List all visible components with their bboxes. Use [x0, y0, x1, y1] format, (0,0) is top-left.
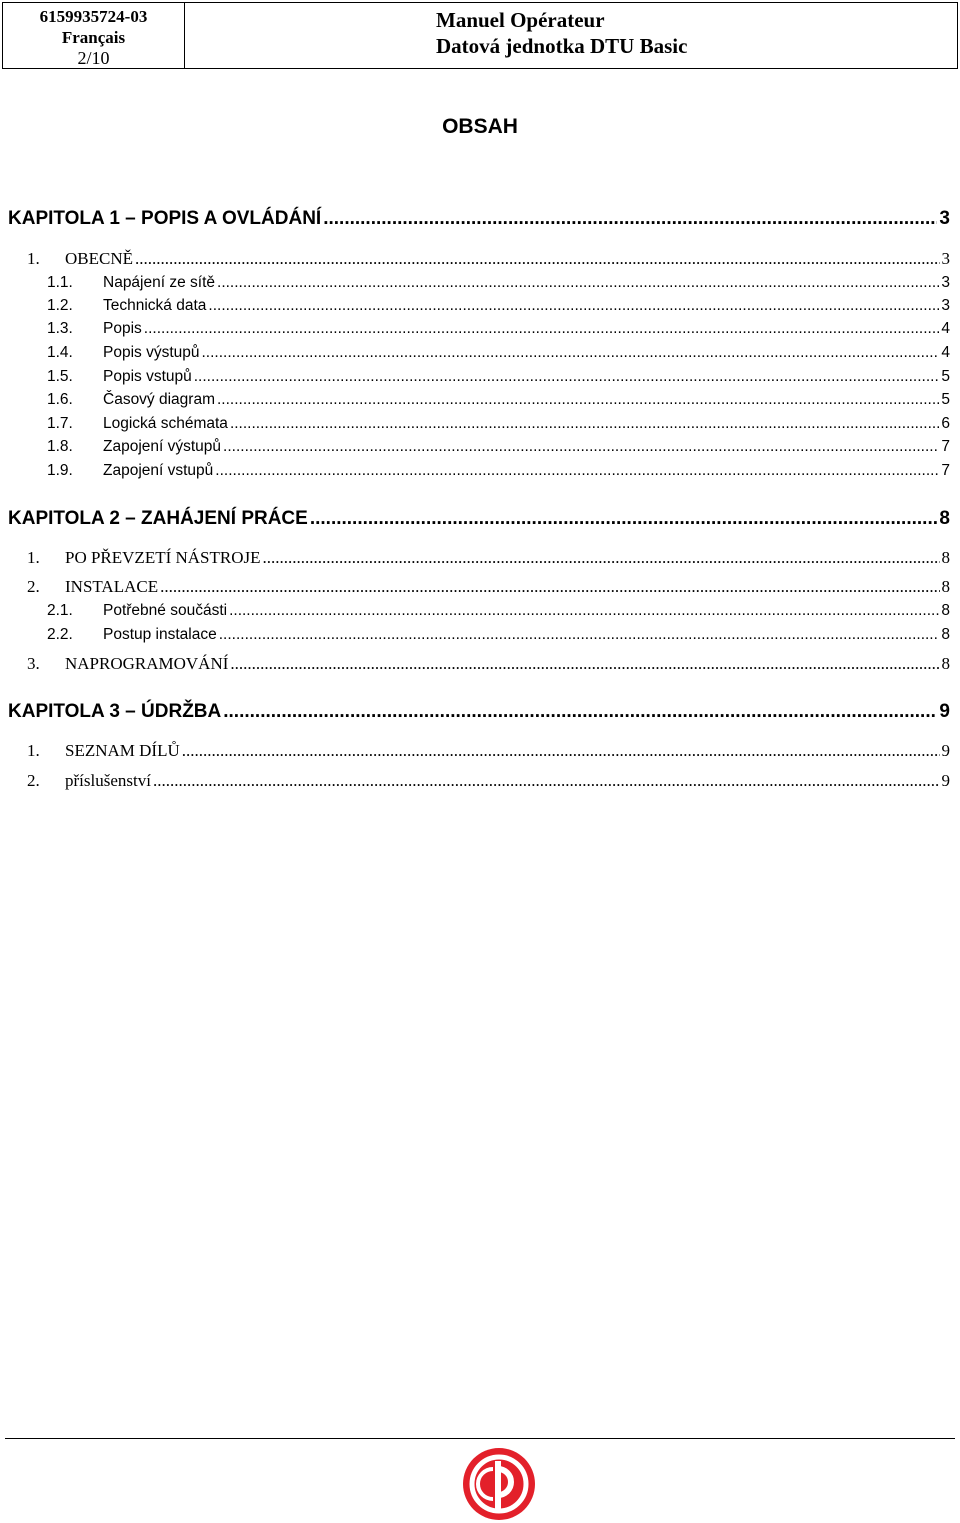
footer-rule [5, 1438, 955, 1439]
toc-entry-potrebne-soucasti[interactable] [47, 602, 950, 620]
toc-entry-napajeni[interactable] [47, 274, 950, 292]
toc-number: 2.1. [47, 602, 73, 619]
toc-entry-popis-vystupu[interactable] [47, 344, 950, 362]
toc-leader [217, 274, 939, 292]
toc-leader [153, 771, 940, 791]
toc-leader [230, 415, 939, 433]
toc-number: 2. [27, 577, 40, 596]
toc-entry-obecne[interactable] [27, 249, 950, 269]
toc-page: 4 [941, 320, 950, 337]
toc-label: KAPITOLA 3 – ÚDRŽBA [8, 701, 222, 722]
toc-entry-casovy-diagram[interactable] [47, 391, 950, 409]
toc-leader [223, 701, 937, 723]
toc-page: 6 [941, 415, 950, 432]
toc-leader [144, 320, 940, 338]
toc-leader [182, 741, 940, 761]
toc-label: Zapojení vstupů [103, 462, 214, 479]
company-logo-icon [462, 1447, 536, 1521]
toc-label: SEZNAM DÍLŮ [65, 741, 180, 760]
toc-leader [215, 462, 939, 480]
toc-label: PO PŘEVZETÍ NÁSTROJE [65, 548, 261, 567]
toc-leader [160, 577, 939, 597]
toc-number: 1.2. [47, 297, 73, 314]
toc-leader [202, 344, 940, 362]
toc-page: 7 [941, 438, 950, 455]
toc-leader [217, 391, 939, 409]
toc-page: 5 [941, 391, 950, 408]
toc-leader [219, 626, 940, 644]
toc-entry-popis[interactable] [47, 320, 950, 338]
toc-page: 8 [941, 626, 950, 643]
toc-chapter-1[interactable] [8, 208, 950, 230]
page-header [2, 2, 958, 69]
contents-title: OBSAH [442, 115, 518, 138]
toc-label: NAPROGRAMOVÁNÍ [65, 654, 229, 673]
toc-entry-prislusenstvi[interactable] [27, 771, 950, 791]
toc-number: 2. [27, 771, 40, 790]
toc-entry-naprogramovani[interactable] [27, 654, 950, 674]
header-left-cell [3, 3, 185, 68]
toc-label: KAPITOLA 1 – POPIS A OVLÁDÁNÍ [8, 208, 322, 229]
toc-page: 3 [941, 297, 950, 314]
toc-number: 1.9. [47, 462, 73, 479]
toc-label: INSTALACE [65, 577, 159, 596]
toc-leader [229, 602, 939, 620]
toc-label: Napájení ze sítě [103, 274, 216, 291]
toc-leader [323, 208, 937, 230]
toc-leader [263, 548, 940, 568]
toc-page: 9 [941, 741, 950, 760]
page-number: 2/10 [77, 48, 110, 68]
toc-leader [310, 508, 938, 530]
toc-number: 1. [27, 741, 40, 760]
toc-entry-technicka-data[interactable] [47, 297, 950, 315]
toc-label: Postup instalace [103, 626, 217, 643]
toc-page: 9 [939, 701, 950, 722]
toc-label: Logická schémata [103, 415, 228, 432]
toc-number: 1.8. [47, 438, 73, 455]
toc-leader [194, 368, 940, 386]
toc-number: 1. [27, 249, 40, 268]
toc-page: 3 [939, 208, 950, 229]
toc-number: 1. [27, 548, 40, 567]
toc-page: 5 [941, 368, 950, 385]
toc-label: Popis vstupů [103, 368, 192, 385]
toc-number: 3. [27, 654, 40, 673]
toc-leader [223, 438, 939, 456]
toc-entry-zapojeni-vystupu[interactable] [47, 438, 950, 456]
header-right-cell [185, 3, 957, 68]
manual-title: Manuel Opérateur [436, 8, 605, 32]
toc-page: 8 [939, 508, 950, 529]
toc-page: 3 [941, 249, 950, 268]
toc-entry-zapojeni-vstupu[interactable] [47, 462, 950, 480]
toc-entry-po-prevzeti[interactable] [27, 548, 950, 568]
toc-entry-logicka-schemata[interactable] [47, 415, 950, 433]
toc-page: 9 [941, 771, 950, 790]
toc-leader [135, 249, 940, 269]
toc-page: 7 [941, 462, 950, 479]
toc-page: 8 [941, 654, 950, 673]
toc-label: Časový diagram [103, 391, 215, 408]
toc-page: 3 [941, 274, 950, 291]
toc-number: 1.5. [47, 368, 73, 385]
product-title: Datová jednotka DTU Basic [436, 34, 688, 58]
toc-chapter-3[interactable] [8, 701, 950, 723]
doc-number: 6159935724-03 [39, 7, 148, 26]
toc-label: OBECNĚ [65, 249, 133, 268]
toc-leader [208, 297, 939, 315]
toc-number: 1.7. [47, 415, 73, 432]
toc-label: příslušenství [65, 771, 151, 790]
toc-entry-instalace[interactable] [27, 577, 950, 597]
toc-label: Popis [103, 320, 142, 337]
toc-number: 1.4. [47, 344, 73, 361]
toc-label: Zapojení výstupů [103, 438, 222, 455]
toc-chapter-2[interactable] [8, 508, 950, 530]
toc-entry-popis-vstupu[interactable] [47, 368, 950, 386]
toc-number: 1.6. [47, 391, 73, 408]
toc-leader [230, 654, 939, 674]
toc-entry-postup-instalace[interactable] [47, 626, 950, 644]
toc-label: Technická data [103, 297, 207, 314]
toc-page: 8 [941, 548, 950, 567]
toc-label: Potřebné součásti [103, 602, 228, 619]
toc-page: 8 [941, 577, 950, 596]
toc-number: 2.2. [47, 626, 73, 643]
toc-number: 1.3. [47, 320, 73, 337]
language: Français [61, 28, 126, 47]
toc-entry-seznam-dilu[interactable] [27, 741, 950, 761]
toc-label: Popis výstupů [103, 344, 200, 361]
toc-page: 8 [941, 602, 950, 619]
toc-number: 1.1. [47, 274, 73, 291]
toc-page: 4 [941, 344, 950, 361]
toc-label: KAPITOLA 2 – ZAHÁJENÍ PRÁCE [8, 508, 308, 529]
